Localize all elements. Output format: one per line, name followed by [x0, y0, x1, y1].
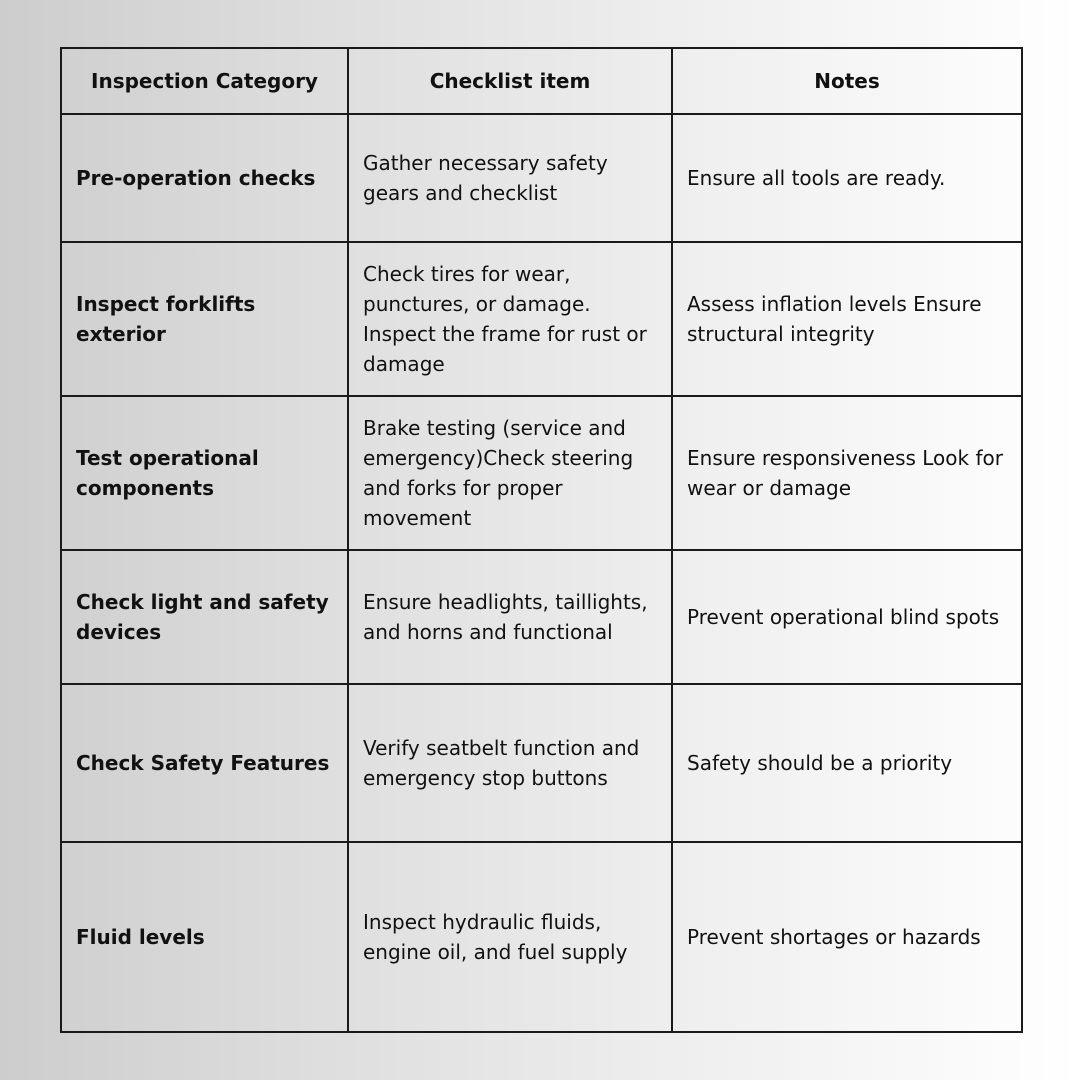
notes-cell: Prevent operational blind spots	[672, 550, 1022, 683]
table-row	[61, 114, 1022, 242]
header-checklist-item: Checklist item	[348, 48, 672, 114]
category-cell: Check Safety Features	[61, 684, 348, 842]
checklist-cell: Gather necessary safety gears and checklist	[348, 114, 672, 242]
checklist-cell: Brake testing (service and emergency)Check steering and forks for proper movement	[348, 396, 672, 550]
category-cell: Pre-operation checks	[61, 114, 348, 242]
notes-cell: Prevent shortages or hazards	[672, 842, 1022, 1032]
notes-cell: Ensure all tools are ready.	[672, 114, 1022, 242]
table-header-row	[61, 48, 1022, 114]
checklist-cell: Ensure headlights, taillights, and horns and functional	[348, 550, 672, 683]
checklist-cell: Verify seatbelt function and emergency stop buttons	[348, 684, 672, 842]
header-inspection-category: Inspection Category	[61, 48, 348, 114]
category-cell: Test operational components	[61, 396, 348, 550]
checklist-cell: Check tires for wear, punctures, or damage. Inspect the frame for rust or damage	[348, 242, 672, 396]
table-row	[61, 550, 1022, 683]
notes-cell: Ensure responsiveness Look for wear or damage	[672, 396, 1022, 550]
inspection-table-container	[60, 47, 1021, 1033]
inspection-checklist-table	[60, 47, 1023, 1033]
table-row	[61, 842, 1022, 1032]
table-row	[61, 684, 1022, 842]
table-row	[61, 242, 1022, 396]
table-row	[61, 396, 1022, 550]
category-cell: Check light and safety devices	[61, 550, 348, 683]
notes-cell: Assess inflation levels Ensure structural integrity	[672, 242, 1022, 396]
header-notes: Notes	[672, 48, 1022, 114]
checklist-cell: Inspect hydraulic fluids, engine oil, and fuel supply	[348, 842, 672, 1032]
category-cell: Fluid levels	[61, 842, 348, 1032]
notes-cell: Safety should be a priority	[672, 684, 1022, 842]
category-cell: Inspect forklifts exterior	[61, 242, 348, 396]
